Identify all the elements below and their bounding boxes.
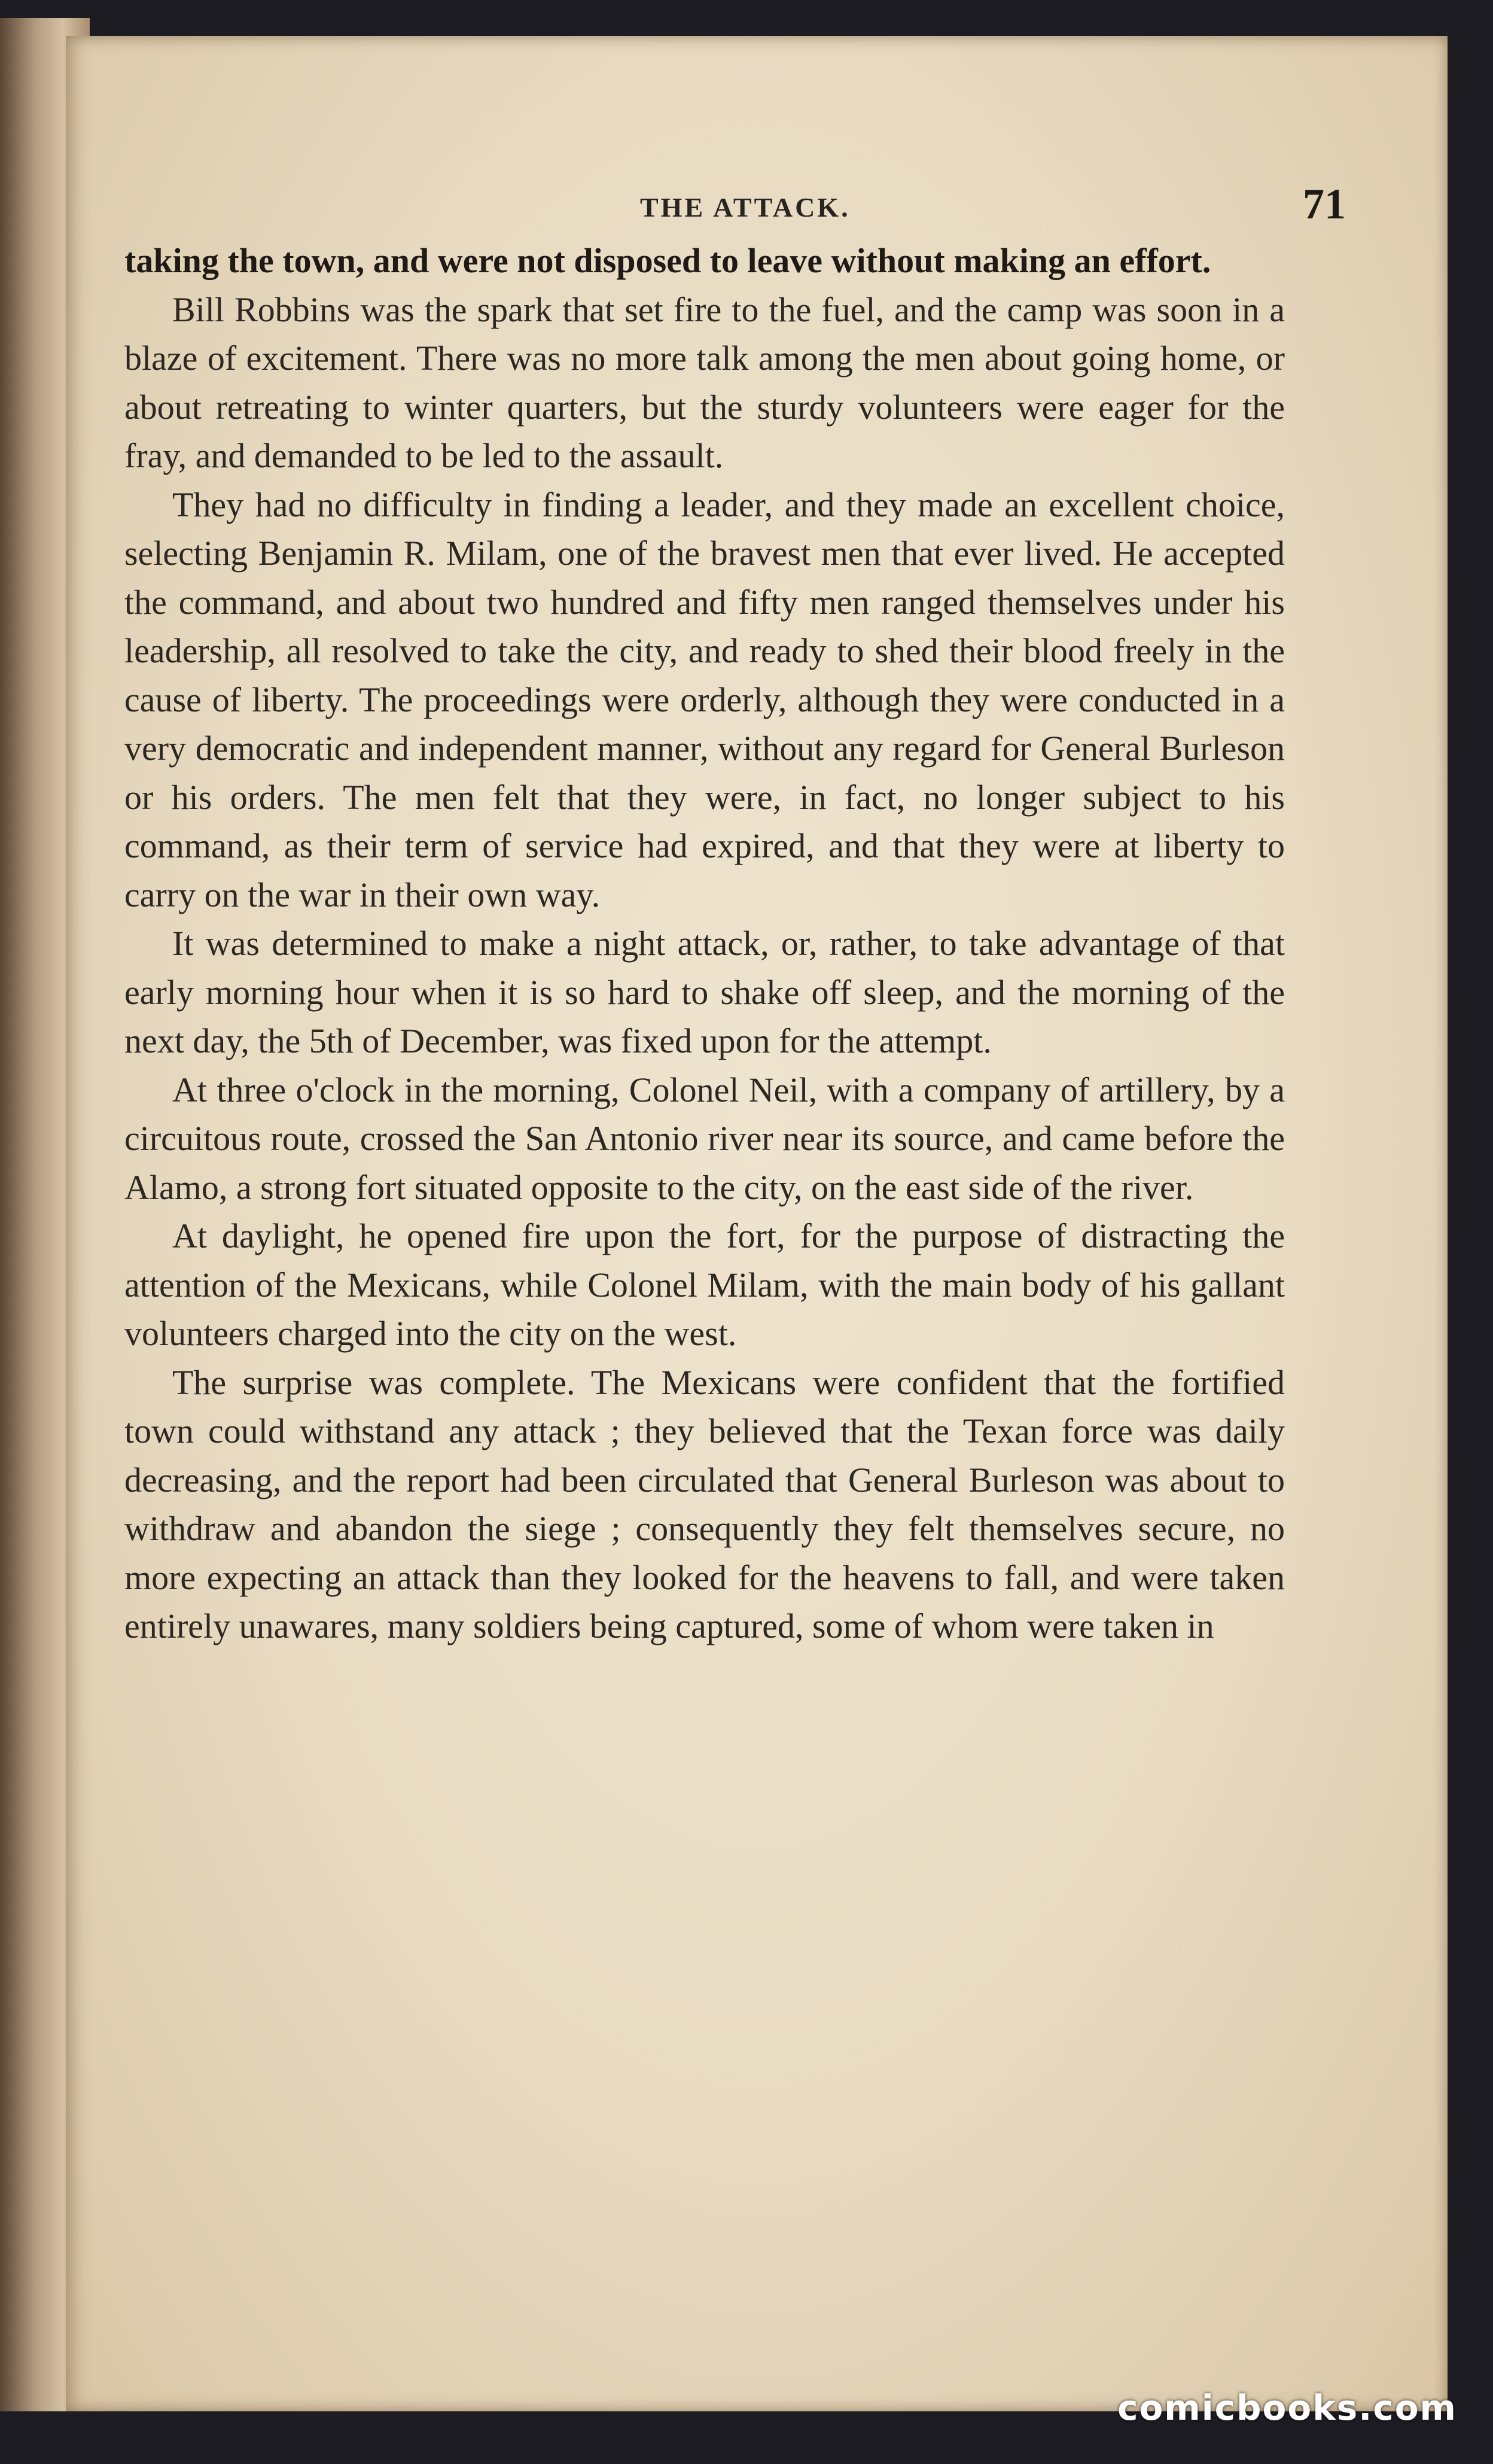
paragraph: taking the town, and were not disposed to leave without making an effort. [124, 241, 1211, 280]
paragraph: The surprise was complete. The Mexicans were confident that the fortified town could withstand any attack ; they believed that the Texan force was daily decreasing, and the report had been circulated that General Burleson was about to withdraw and abandon the siege ; consequently they felt themselves secure, no more expecting an attack than they looked for the heavens to fall, and were taken entirely unawares, many soldiers being captured, some of whom were taken in [124, 1362, 1285, 1645]
page-header [132, 174, 1448, 245]
page-number: 71 [1303, 180, 1346, 228]
running-head: THE ATTACK. [640, 192, 851, 223]
paragraph: They had no difficulty in finding a leader, and they made an excellent choice, selecting Benjamin R. Milam, one of the bravest men that ever lived. He accepted the command, and about two hundred and fifty men ranged themselves under his leadership, all resolved to take the city, and ready to shed their blood freely in the cause of liberty. The proceedings were orderly, although they were conducted in a very democratic and independent manner, without any regard for General Burleson or his orders. The men felt that they were, in fact, no longer subject to his command, as their term of service had expired, and that they were at liberty to carry on the war in their own way. [124, 485, 1285, 914]
paragraph: At three o'clock in the morning, Colonel Neil, with a company of artillery, by a circuitous route, crossed the San Antonio river near its source, and came before the Alamo, a strong fort situated opposite to the city, on the east side of the river. [124, 1070, 1285, 1207]
watermark: comicbooks.com [1117, 2387, 1457, 2428]
paragraph: It was determined to make a night attack, or, rather, to take advantage of that early morning hour when it is so hard to shake off sleep, and the morning of the next day, the 5th of December, was fixed upon for the attempt. [124, 924, 1285, 1060]
paragraph: At daylight, he opened fire upon the fort, for the purpose of distracting the attention of the Mexicans, while Colonel Milam, with the main body of his gallant volunteers charged into the city on the west. [124, 1216, 1285, 1353]
body-text [124, 236, 1285, 1651]
paragraph: Bill Robbins was the spark that set fire to the fuel, and the camp was soon in a blaze of excitement. There was no more talk among the men about going home, or about retreating to winter quarters, but the sturdy volunteers were eager for the fray, and demanded to be led to the assault. [124, 290, 1285, 475]
